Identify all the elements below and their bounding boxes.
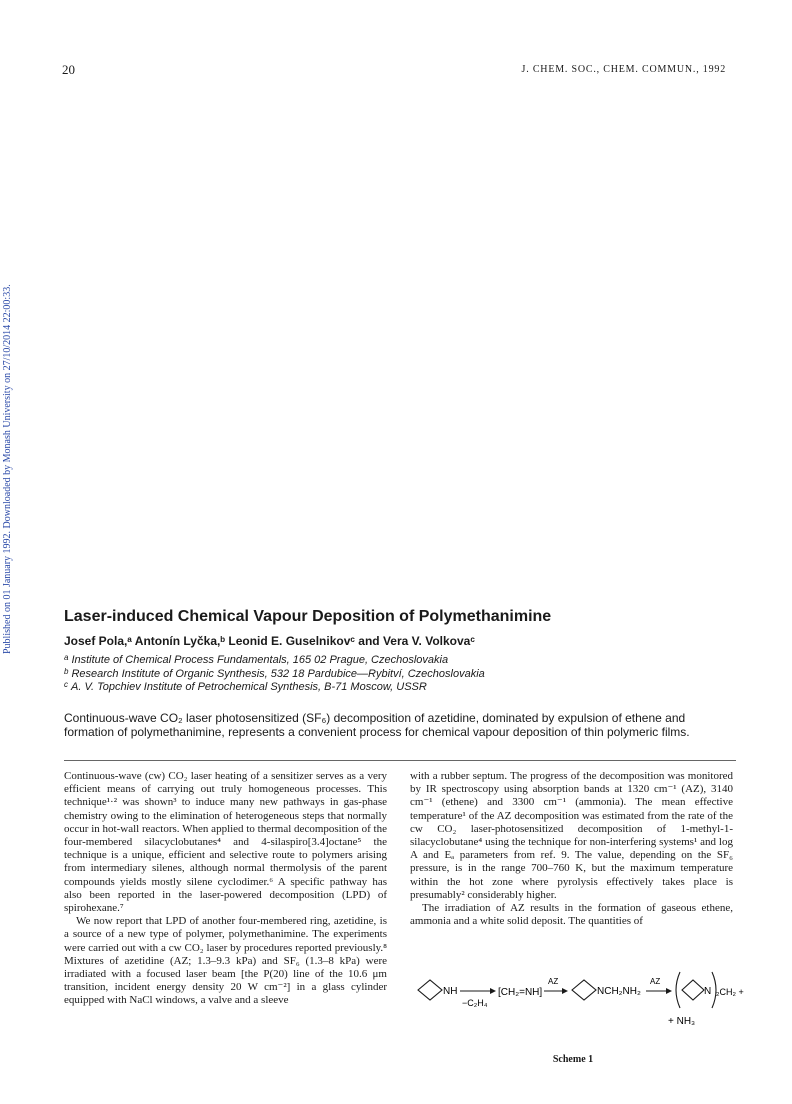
article-title: Laser-induced Chemical Vapour Deposition of Polymethanimine [64, 608, 552, 625]
abstract: Continuous-wave CO₂ laser photosensitized (SF₆) decomposition of azetidine, dominated by expulsion of ethene and formation of polymethanimine, represents a convenient process for chemical vapour deposition of thin polymeric films. [64, 711, 690, 739]
scheme-product-2: ₂CH₂ + [716, 987, 744, 997]
scheme-n-label: N [704, 986, 712, 997]
azetidine-ring-2 [572, 980, 596, 1000]
scheme-ethene-loss: −C₂H₄ [462, 998, 488, 1008]
body-paragraph: Continuous-wave (cw) CO₂ laser heating of a sensitizer serves as a very efficient means of carrying out truly homogeneous processes. This technique¹·² was shown³ to induce many new pathways in gas-phase chemistry owing to the elimination of heterogeneous steps that normally occur in hot-wall reactors. When applied to thermal decomposition of the four-membered silacyclobutanes⁴ and 4-silaspiro[3.4]octane⁵ the technique is a unique, efficient and selective route to polymers arising from intermediary silenes, although normal thermolysis of the parent compounds yields mostly silene cyclodimer.⁶ A specific pathway has also been reported in the laser-powered decomposition (LPD) of spirohexane.⁷ [64, 770, 387, 915]
page-number: 20 [62, 62, 75, 77]
azetidine-ring [418, 980, 442, 1000]
scheme-az-label-2: AZ [650, 977, 661, 986]
publication-side-note[interactable]: Published on 01 January 1992. Downloaded by Monash University on 27/10/2014 22:00:33. [2, 284, 13, 654]
arrowhead-2 [562, 988, 568, 994]
body-paragraph: The irradiation of AZ results in the formation of gaseous ethene, ammonia and a white solid deposit. The quantities of [410, 902, 733, 928]
body-paragraph: We now report that LPD of another four-membered ring, azetidine, is a source of a new type of polymer, polymethanimine. The experiments were carried out with a cw CO₂ laser by procedures reported previously.⁸ Mixtures of azetidine (AZ; 1.3–9.3 kPa) and SF₆ (1.3–8 kPa) were irradiated with a focused laser beam [the P(20) line of the 10.6 μm transition, incident energy density 20 W cm⁻²] in a glass cylinder equipped with NaCl windows, a valve and a sleeve [64, 915, 387, 1007]
body-column-right [410, 770, 733, 928]
affiliations [64, 654, 485, 695]
left-bracket [676, 972, 680, 1008]
scheme-caption: Scheme 1 [552, 1054, 594, 1065]
body-column-left [64, 770, 387, 1008]
scheme-drawing [410, 964, 744, 1054]
affiliation-a: $^a$ Institute of Chemical Process Fundamentals, 165 02 Prague, Czechoslovakia [64, 653, 449, 666]
article-authors: Josef Pola,ᵃ Antonín Lyčka,ᵇ Leonid E. Guselnikovᶜ and Vera V. Volkovaᶜ [64, 634, 475, 648]
reaction-scheme [410, 964, 744, 1074]
scheme-nh-label: NH [443, 986, 458, 997]
body-paragraph: with a rubber septum. The progress of the decomposition was monitored by IR spectroscopy using absorption bands at 1320 cm⁻¹ (AZ), 3140 cm⁻¹ (ethene) and 3300 cm⁻¹ (ammonia). The mean effective temperature¹ of the AZ decomposition was estimated from the rate of the cw CO₂ laser-photosensitized decomposition of 1-methyl-1-silacyclobutane⁴ using the technique for non-interfering systems¹ and log A and Eₐ parameters from ref. 9. The value, depending on the SF₆ pressure, is in the range 700–760 K, but the maximum temperature within the hot zone where pyrolysis effectively takes place is presumably² considerably higher. [410, 770, 733, 901]
scheme-product-1: NCH₂NH₂ [597, 986, 641, 997]
arrowhead-3 [666, 988, 672, 994]
arrowhead-1 [490, 988, 496, 994]
scheme-ammonia: + NH₃ [668, 1016, 696, 1027]
scheme-az-label-1: AZ [548, 977, 559, 986]
affiliation-c: $^c$ A. V. Topchiev Institute of Petrochemical Synthesis, B-71 Moscow, USSR [64, 680, 427, 693]
affiliation-b: $^b$ Research Institute of Organic Synthesis, 532 18 Pardubice—Rybitví, Czechoslovakia [64, 666, 485, 680]
section-divider [64, 760, 736, 761]
azetidine-ring-3 [682, 980, 704, 1000]
running-head: J. CHEM. SOC., CHEM. COMMUN., 1992 [521, 64, 726, 75]
scheme-intermediate: [CH₂=NH] [498, 987, 543, 998]
